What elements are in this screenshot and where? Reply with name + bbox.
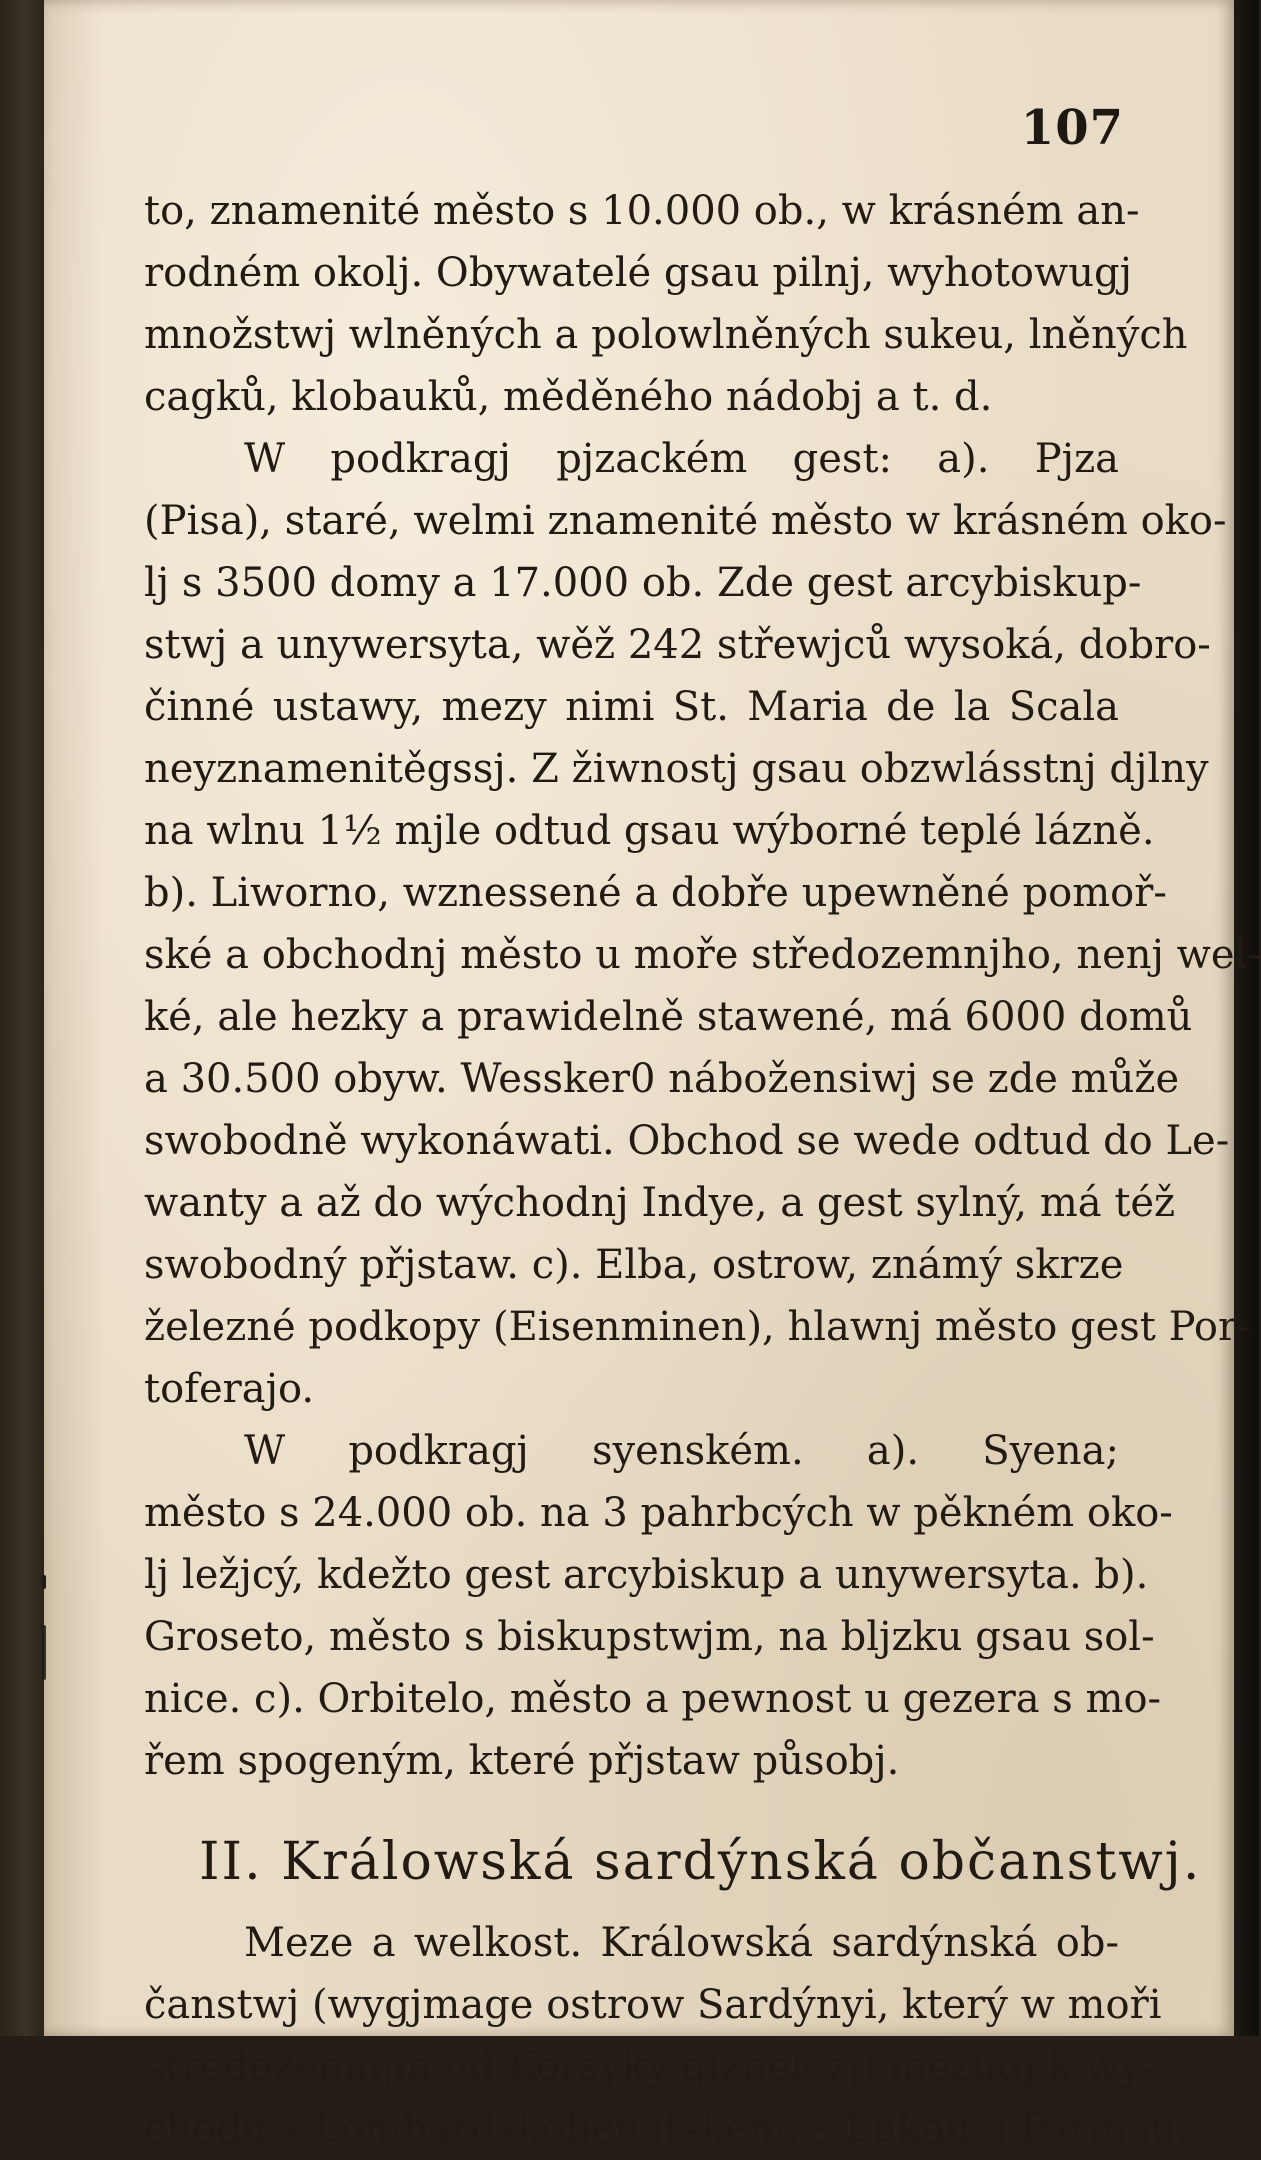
text-line: nice. c). Orbitelo, město a pewnost u gezera s mo- (144, 1676, 1162, 1722)
book-page (44, 0, 1261, 2152)
page-number: 107 (1020, 100, 1124, 156)
text-line: ké, ale hezky a prawidelně stawené, má 6000 domů (144, 994, 1193, 1040)
text-line: cagků, klobauků, měděného nádobj a t. d. (144, 374, 993, 420)
text-line: W podkragj syenském. a). Syena; (244, 1428, 1119, 1474)
text-line: město s 24.000 ob. na 3 pahrbcých w pěkném oko- (144, 1490, 1173, 1536)
text-line: železné podkopy (Eisenminen), hlawnj město gest Por- (144, 1304, 1251, 1350)
text-line: lj s 3500 domy a 17.000 ob. Zde gest arcybiskup- (144, 560, 1142, 606)
text-line: toferajo. (144, 1366, 315, 1412)
text-line: swobodný přjstaw. c). Elba, ostrow, známý skrze (144, 1242, 1124, 1288)
text-line: swobodně wykonáwati. Obchod se wede odtud do Le- (144, 1118, 1230, 1164)
text-line: neyznamenitěgssj. Z žiwnostj gsau obzwlásstnj djlny (144, 746, 1209, 792)
text-line: wanty a až do wýchodnj Indye, a gest sylný, má též (144, 1180, 1176, 1226)
text-line: rodném okolj. Obywatelé gsau pilnj, wyhotowugj (144, 250, 1133, 296)
margin-mark (42, 1625, 46, 1680)
text-line: Meze a welkost. Králowská sardýnská ob- (244, 1920, 1119, 1966)
text-line: ské a obchodnj město u moře středozemnjho, nenj wel- (144, 932, 1261, 978)
text-line: W podkragj pjzackém gest: a). Pjza (244, 436, 1119, 482)
text-line: (Pisa), staré, welmi znamenité město w krásném oko- (144, 498, 1227, 544)
text-line: řem spogeným, které přjstaw působj. (144, 1738, 900, 1784)
text-line: středozemnjm od Korsyky gižněležj) mezugj k wý- (144, 2044, 1156, 2090)
text-line: Groseto, město s biskupstwjm, na bljzku gsau sol- (144, 1614, 1155, 1660)
text-line: množstwj wlněných a polowlněných sukeu, lněných (144, 312, 1188, 358)
text-line: chodu s Lombardskobenátskem, s Lukau a Parmau; (144, 2106, 1190, 2152)
text-line: b). Liworno, wznessené a dobře upewněné pomoř- (144, 870, 1167, 916)
text-line: na wlnu 1½ mjle odtud gsau wýborné teplé lázně. (144, 808, 1155, 854)
text-line: a 30.500 obyw. Wessker0 nábožensiwj se zde může (144, 1056, 1180, 1102)
text-line: stwj a unywersyta, wěž 242 střewjců wysoká, dobro- (144, 622, 1211, 668)
text-body (144, 180, 1261, 2160)
text-line: čanstwj (wygjmage ostrow Sardýnyi, který w moři (144, 1982, 1162, 2028)
text-line: to, znamenité město s 10.000 ob., w krásném an- (144, 188, 1140, 234)
text-line: lj ležjcý, kdežto gest arcybiskup a unywersyta. b). (144, 1552, 1149, 1598)
margin-mark (42, 1575, 46, 1589)
text-line: činné ustawy, mezy nimi St. Maria de la Scala (144, 684, 1119, 730)
section-heading: II. Králowská sardýnská občanstwj. (199, 1832, 1202, 1892)
